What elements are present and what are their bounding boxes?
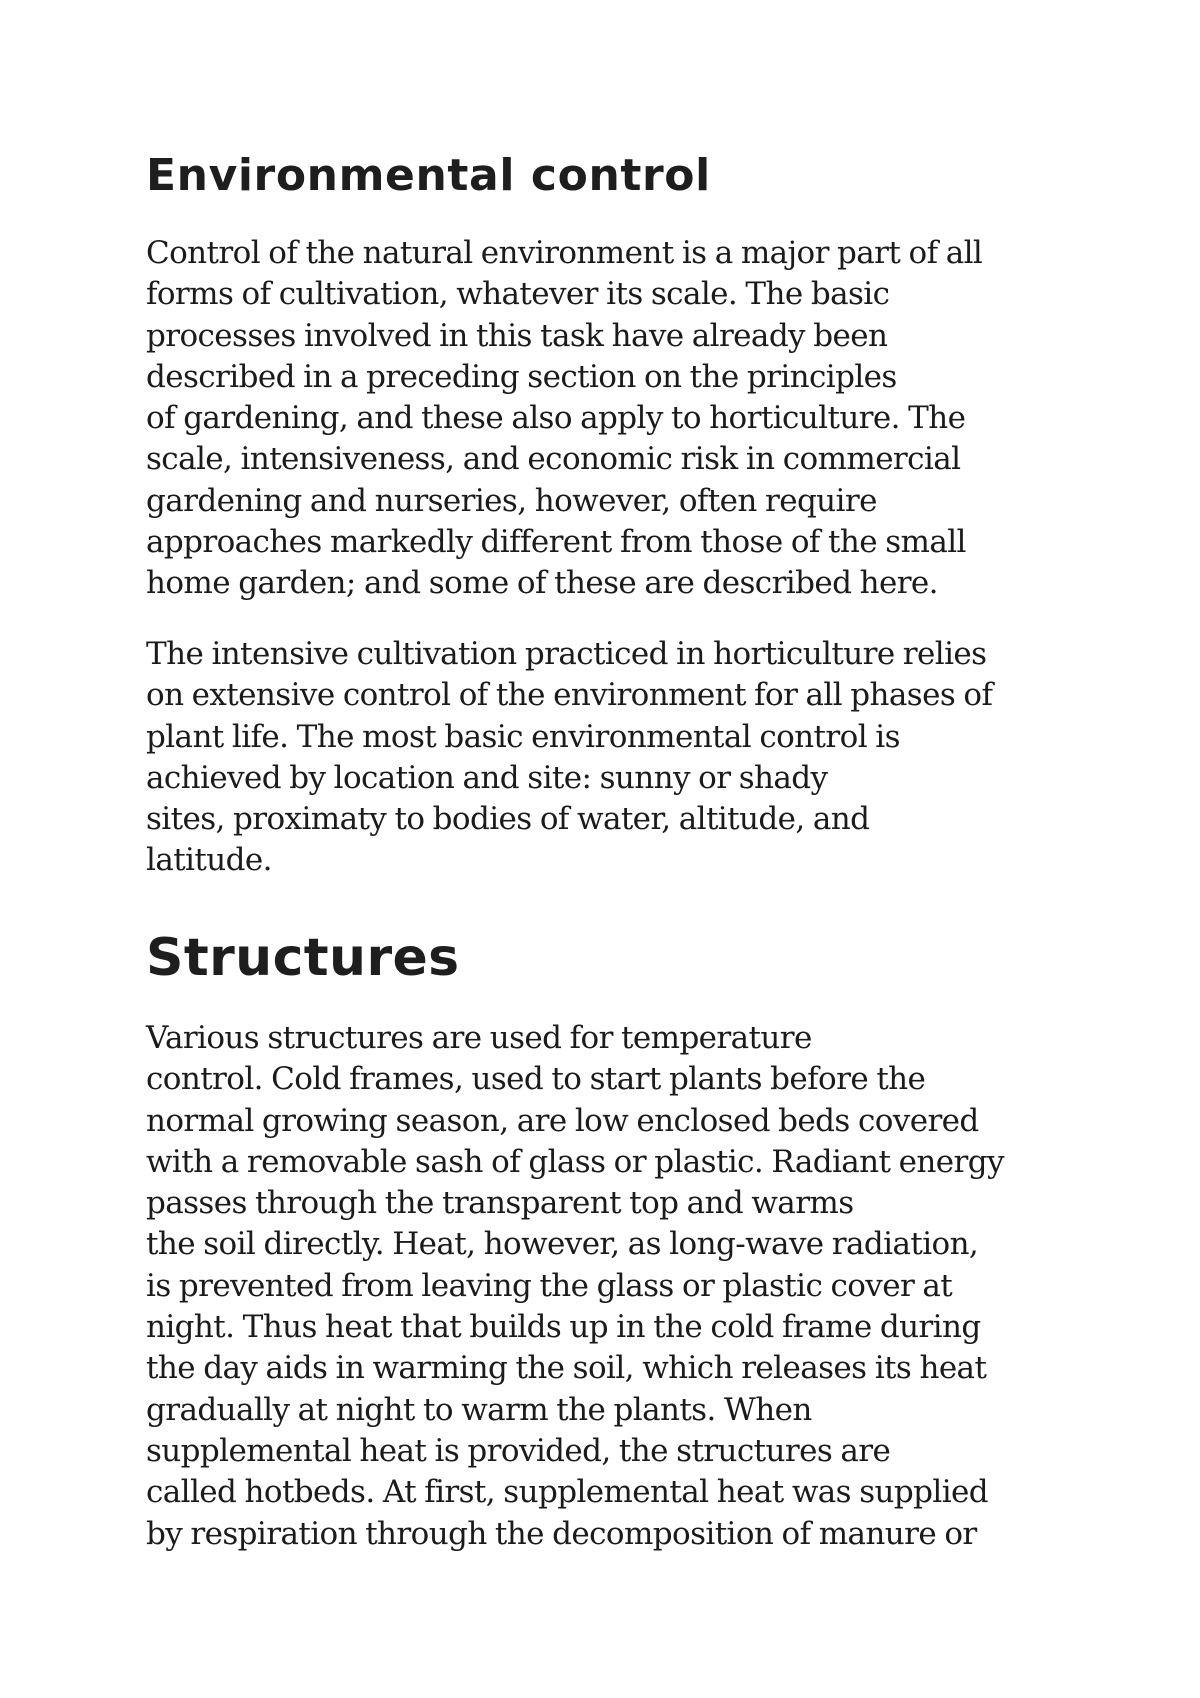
paragraph	[146, 634, 992, 882]
text-line: achieved by location and site: sunny or shady	[146, 759, 828, 796]
text-line: with a removable sash of glass or plastic. Radiant energy	[146, 1143, 1004, 1180]
paragraph	[146, 1018, 1004, 1555]
text-line: control. Cold frames, used to start plants before the	[146, 1061, 926, 1098]
text-line: by respiration through the decomposition of manure or	[146, 1515, 977, 1552]
paragraph	[146, 233, 982, 605]
text-line: forms of cultivation, whatever its scale. The basic	[146, 276, 890, 313]
text-line: home garden; and some of these are described here.	[146, 565, 938, 602]
text-line: scale, intensiveness, and economic risk in commercial	[146, 441, 961, 478]
text-line: processes involved in this task have already been	[146, 317, 888, 354]
text-line: gardening and nurseries, however, often require	[146, 482, 877, 519]
text-line: sites, proximaty to bodies of water, altitude, and	[146, 801, 870, 838]
text-line: plant life. The most basic environmental control is	[146, 718, 900, 755]
text-line: normal growing season, are low enclosed beds covered	[146, 1102, 979, 1139]
text-line: of gardening, and these also apply to horticulture. The	[146, 400, 966, 437]
text-line: called hotbeds. At first, supplemental heat was supplied	[146, 1474, 988, 1511]
text-line: is prevented from leaving the glass or plastic cover at	[146, 1267, 953, 1304]
section-heading-structures: Structures	[146, 928, 460, 988]
text-line: gradually at night to warm the plants. When	[146, 1391, 812, 1428]
text-line: The intensive cultivation practiced in horticulture relies	[146, 636, 987, 672]
text-line: latitude.	[146, 842, 272, 879]
text-line: approaches markedly different from those of the small	[146, 524, 966, 561]
section-heading-environmental-control: Environmental control	[146, 150, 711, 201]
text-line: on extensive control of the environment for all phases of	[146, 677, 993, 714]
text-line: supplemental heat is provided, the structures are	[146, 1432, 891, 1469]
text-line: Various structures are used for temperature	[146, 1020, 812, 1056]
text-line: night. Thus heat that builds up in the cold frame during	[146, 1309, 981, 1346]
text-line: the day aids in warming the soil, which releases its heat	[146, 1350, 987, 1387]
text-line: Control of the natural environment is a major part of all	[146, 235, 983, 271]
text-line: the soil directly. Heat, however, as long-wave radiation,	[146, 1226, 979, 1263]
text-line: described in a preceding section on the principles	[146, 358, 897, 395]
text-line: passes through the transparent top and warms	[146, 1185, 854, 1222]
